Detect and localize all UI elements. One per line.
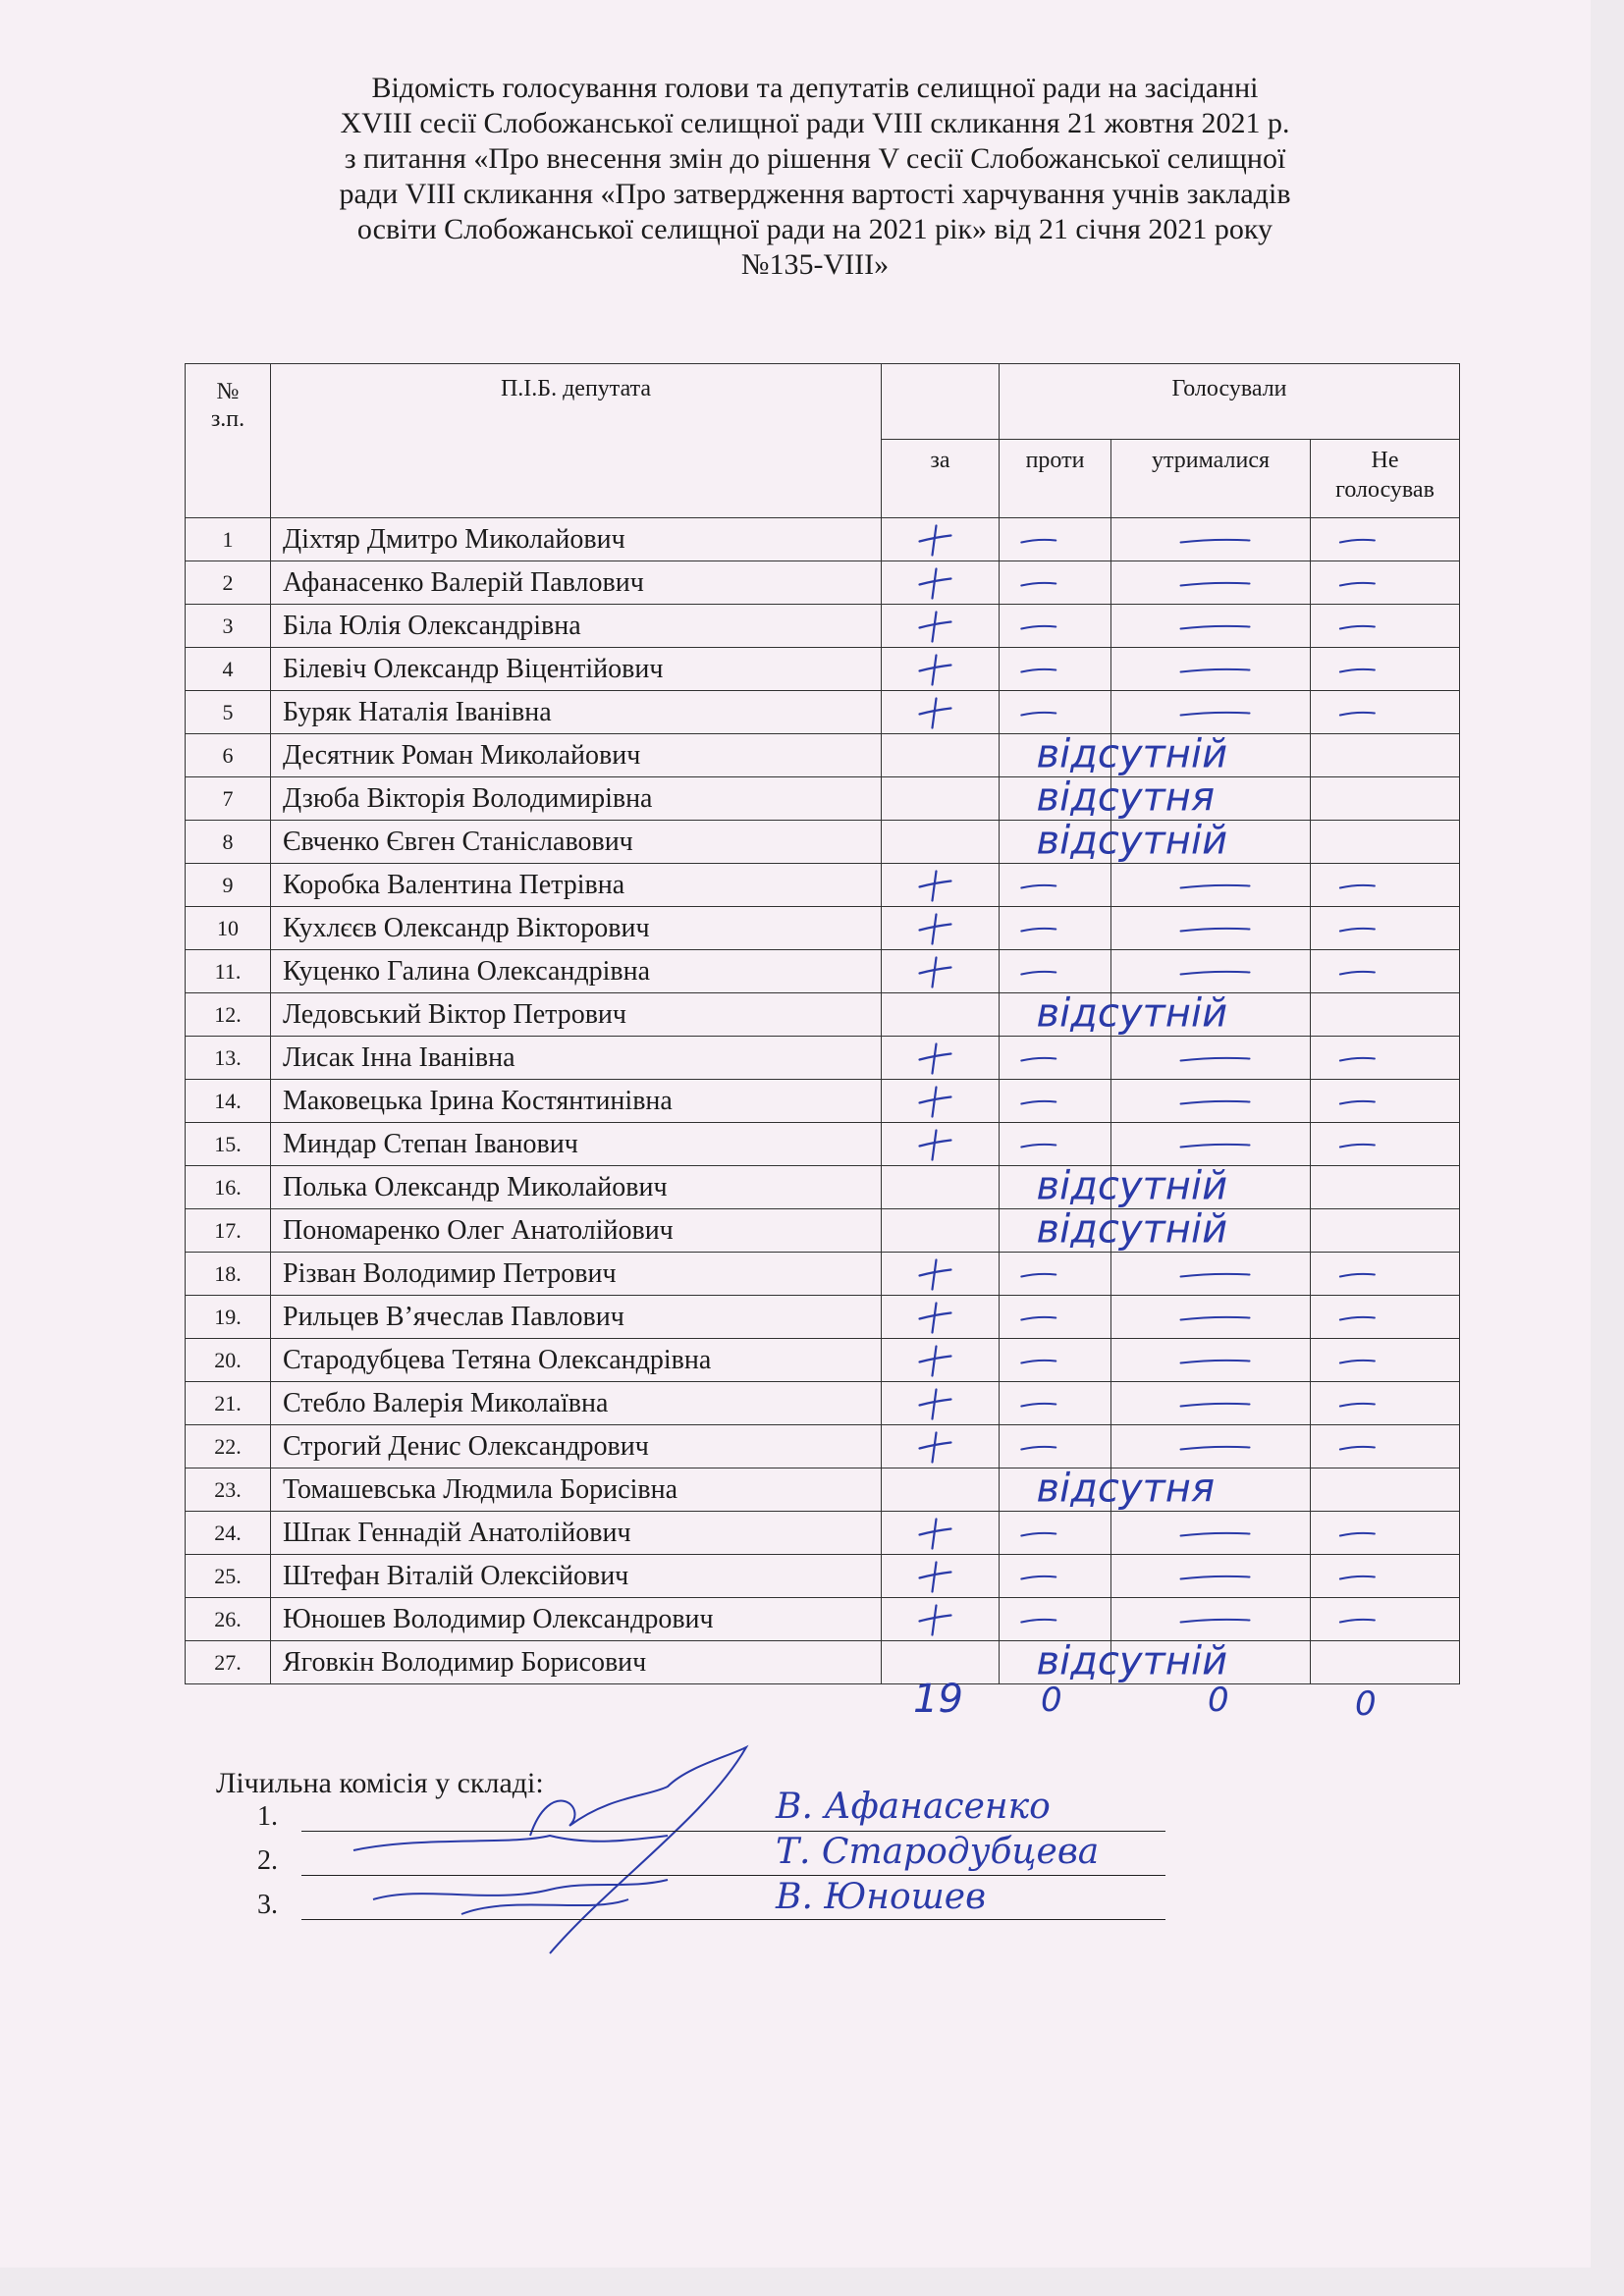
absent-mark: відсутній [1036,990,1228,1037]
deputy-name: Юношев Володимир Олександрович [271,1598,882,1641]
header-novote-line: Не [1371,448,1399,473]
dash-mark [1021,1361,1056,1363]
dash-mark [1021,1145,1056,1148]
plus-mark [933,1131,937,1160]
row-number: 12. [186,993,271,1037]
dash-mark [1181,626,1250,629]
dash-mark [1340,713,1375,716]
deputy-name: Строгий Денис Олександрович [271,1425,882,1468]
title-line: освіти Слобожанської селищної ради на 2021 рік» від 21 січня 2021 року [356,213,1273,245]
header-voted: Голосували [1000,364,1460,440]
signature-scribble [530,1747,746,1953]
row-number: 19. [186,1296,271,1339]
dash-mark [1021,972,1056,975]
dash-mark [1340,1533,1375,1536]
deputy-name: Кухлєєв Олександр Вікторович [271,907,882,950]
signature-scribble [461,1899,628,1914]
row-number: 11. [186,950,271,993]
row-number: 13. [186,1037,271,1080]
deputy-name: Різван Володимир Петрович [271,1253,882,1296]
absent-mark: відсутня [1036,774,1216,821]
row-number: 9 [186,864,271,907]
row-number: 25. [186,1555,271,1598]
row-number: 27. [186,1641,271,1684]
deputy-name: Лисак Інна Іванівна [271,1037,882,1080]
plus-mark [933,1347,937,1376]
member-name-handwritten: В. Юношев [776,1877,987,1917]
dash-mark [1340,1145,1375,1148]
deputy-name: Євченко Євген Станіславович [271,821,882,864]
row-number: 3 [186,605,271,648]
plus-mark [933,958,937,988]
deputy-name: Пономаренко Олег Анатолійович [271,1209,882,1253]
dash-mark [1021,1058,1056,1061]
deputy-name: Біла Юлія Олександрівна [271,605,882,648]
dash-mark [1340,1058,1375,1061]
dash-mark [1340,885,1375,888]
dash-mark [1340,1620,1375,1623]
header-name: П.І.Б. депутата [271,364,882,518]
deputy-name: Діхтяр Дмитро Миколайович [271,518,882,561]
member-number: 3. [257,1890,278,1920]
total-for: 19 [913,1677,963,1722]
deputy-name: Миндар Степан Іванович [271,1123,882,1166]
absent-mark: відсутній [1036,731,1228,777]
deputy-name: Стебло Валерія Миколаївна [271,1382,882,1425]
dash-mark [1340,1274,1375,1277]
dash-mark [1021,1620,1056,1623]
absent-mark: відсутній [1036,1638,1228,1684]
row-number: 20. [186,1339,271,1382]
row-number: 21. [186,1382,271,1425]
dash-mark [1340,669,1375,672]
title-line: XVIII сесії Слобожанської селищної ради VIII скликання 21 жовтня 2021 р. [340,107,1290,139]
row-number: 6 [186,734,271,777]
row-number: 26. [186,1598,271,1641]
row-number: 17. [186,1209,271,1253]
row-number: 18. [186,1253,271,1296]
dash-mark [1340,1361,1375,1363]
dash-mark [1021,583,1056,586]
row-number: 22. [186,1425,271,1468]
plus-mark [933,1606,937,1635]
dash-mark [1181,1058,1250,1061]
dash-mark [1181,1576,1250,1579]
dash-mark [1181,885,1250,888]
dash-mark [1021,929,1056,932]
dash-mark [1181,1620,1250,1623]
header-number-line: з.п. [210,406,245,432]
member-name-handwritten: В. Афанасенко [776,1787,1051,1827]
dash-mark [1181,1274,1250,1277]
dash-mark [1340,929,1375,932]
plus-mark [933,1563,937,1592]
dash-mark [1181,1447,1250,1450]
dash-mark [1181,1317,1250,1320]
row-number: 24. [186,1512,271,1555]
total-novote: 0 [1355,1684,1377,1724]
deputy-name: Томашевська Людмила Борисівна [271,1468,882,1512]
absent-mark: відсутній [1036,818,1228,864]
row-number: 15. [186,1123,271,1166]
dash-mark [1021,1576,1056,1579]
row-number: 16. [186,1166,271,1209]
row-number: 5 [186,691,271,734]
dash-mark [1340,583,1375,586]
dash-mark [1021,1404,1056,1407]
title-line: ради VIII скликання «Про затвердження вартості харчування учнів закладів [339,178,1291,210]
plus-mark [933,872,937,901]
dash-mark [1340,1317,1375,1320]
deputy-name: Рильцев В’ячеслав Павлович [271,1296,882,1339]
deputy-name: Дзюба Вікторія Володимирівна [271,777,882,821]
member-name-handwritten: Т. Стародубцева [776,1832,1100,1872]
dash-mark [1021,1447,1056,1450]
plus-mark [933,1390,937,1419]
dash-mark [1021,540,1056,543]
dash-mark [1340,1101,1375,1104]
signature-scribble [353,1836,668,1850]
deputy-name: Коробка Валентина Петрівна [271,864,882,907]
header-novote-line: голосував [1335,477,1435,503]
dash-mark [1021,1533,1056,1536]
dash-mark [1021,1317,1056,1320]
dash-mark [1181,1145,1250,1148]
deputy-name: Яговкін Володимир Борисович [271,1641,882,1684]
dash-mark [1181,540,1250,543]
signature-underline [301,1919,1165,1920]
total-against: 0 [1041,1681,1062,1720]
row-number: 1 [186,518,271,561]
row-number: 8 [186,821,271,864]
dash-mark [1021,669,1056,672]
deputy-name: Білевіч Олександр Віцентійович [271,648,882,691]
member-number: 1. [257,1801,278,1832]
absent-mark: відсутня [1036,1466,1216,1512]
dash-mark [1181,583,1250,586]
deputy-name: Штефан Віталій Олексійович [271,1555,882,1598]
deputy-name: Буряк Наталія Іванівна [271,691,882,734]
dash-mark [1340,972,1375,975]
dash-mark [1181,1404,1250,1407]
dash-mark [1181,972,1250,975]
deputy-name: Стародубцева Тетяна Олександрівна [271,1339,882,1382]
dash-mark [1181,929,1250,932]
row-number: 14. [186,1080,271,1123]
commission-label: Лічильна комісія у складі: [216,1767,544,1799]
deputy-name: Афанасенко Валерій Павлович [271,561,882,605]
header-abstain: утрималися [1111,440,1311,518]
total-abstain: 0 [1208,1681,1229,1720]
absent-mark: відсутній [1036,1206,1228,1253]
deputy-name: Шпак Геннадій Анатолійович [271,1512,882,1555]
dash-mark [1021,626,1056,629]
absent-mark: відсутній [1036,1163,1228,1209]
row-number: 7 [186,777,271,821]
plus-mark [933,699,937,728]
dash-mark [1181,1533,1250,1536]
dash-mark [1340,1447,1375,1450]
header-number-line: № [216,379,240,404]
dash-mark [1340,1576,1375,1579]
header-for: за [882,440,1000,518]
plus-mark [933,1260,937,1290]
dash-mark [1181,1101,1250,1104]
plus-mark [933,569,937,599]
row-number: 10 [186,907,271,950]
row-number: 2 [186,561,271,605]
deputy-name: Ледовський Віктор Петрович [271,993,882,1037]
dash-mark [1021,1101,1056,1104]
dash-mark [1340,626,1375,629]
deputy-name: Десятник Роман Миколайович [271,734,882,777]
plus-mark [933,1044,937,1074]
deputy-name: Полька Олександр Миколайович [271,1166,882,1209]
plus-mark [933,526,937,556]
dash-mark [1181,1361,1250,1363]
plus-mark [933,1088,937,1117]
plus-mark [933,1304,937,1333]
plus-mark [933,613,937,642]
dash-mark [1021,713,1056,716]
dash-mark [1340,540,1375,543]
dash-mark [1181,713,1250,716]
title-line: Відомість голосування голови та депутатів селищної ради на засіданні [371,72,1259,104]
dash-mark [1340,1404,1375,1407]
dash-mark [1021,1274,1056,1277]
plus-mark [933,915,937,944]
member-number: 2. [257,1845,278,1876]
signature-scribble [373,1880,668,1899]
title-line: з питання «Про внесення змін до рішення V сесії Слобожанської селищної [344,142,1286,175]
title-line: №135-VIII» [740,248,890,281]
deputy-name: Маковецька Ірина Костянтинівна [271,1080,882,1123]
row-number: 4 [186,648,271,691]
plus-mark [933,1520,937,1549]
signature-underline [301,1875,1165,1876]
dash-mark [1181,669,1250,672]
header-against: проти [1000,440,1111,518]
plus-mark [933,1433,937,1463]
row-number: 23. [186,1468,271,1512]
plus-mark [933,656,937,685]
deputy-name: Куценко Галина Олександрівна [271,950,882,993]
dash-mark [1021,885,1056,888]
